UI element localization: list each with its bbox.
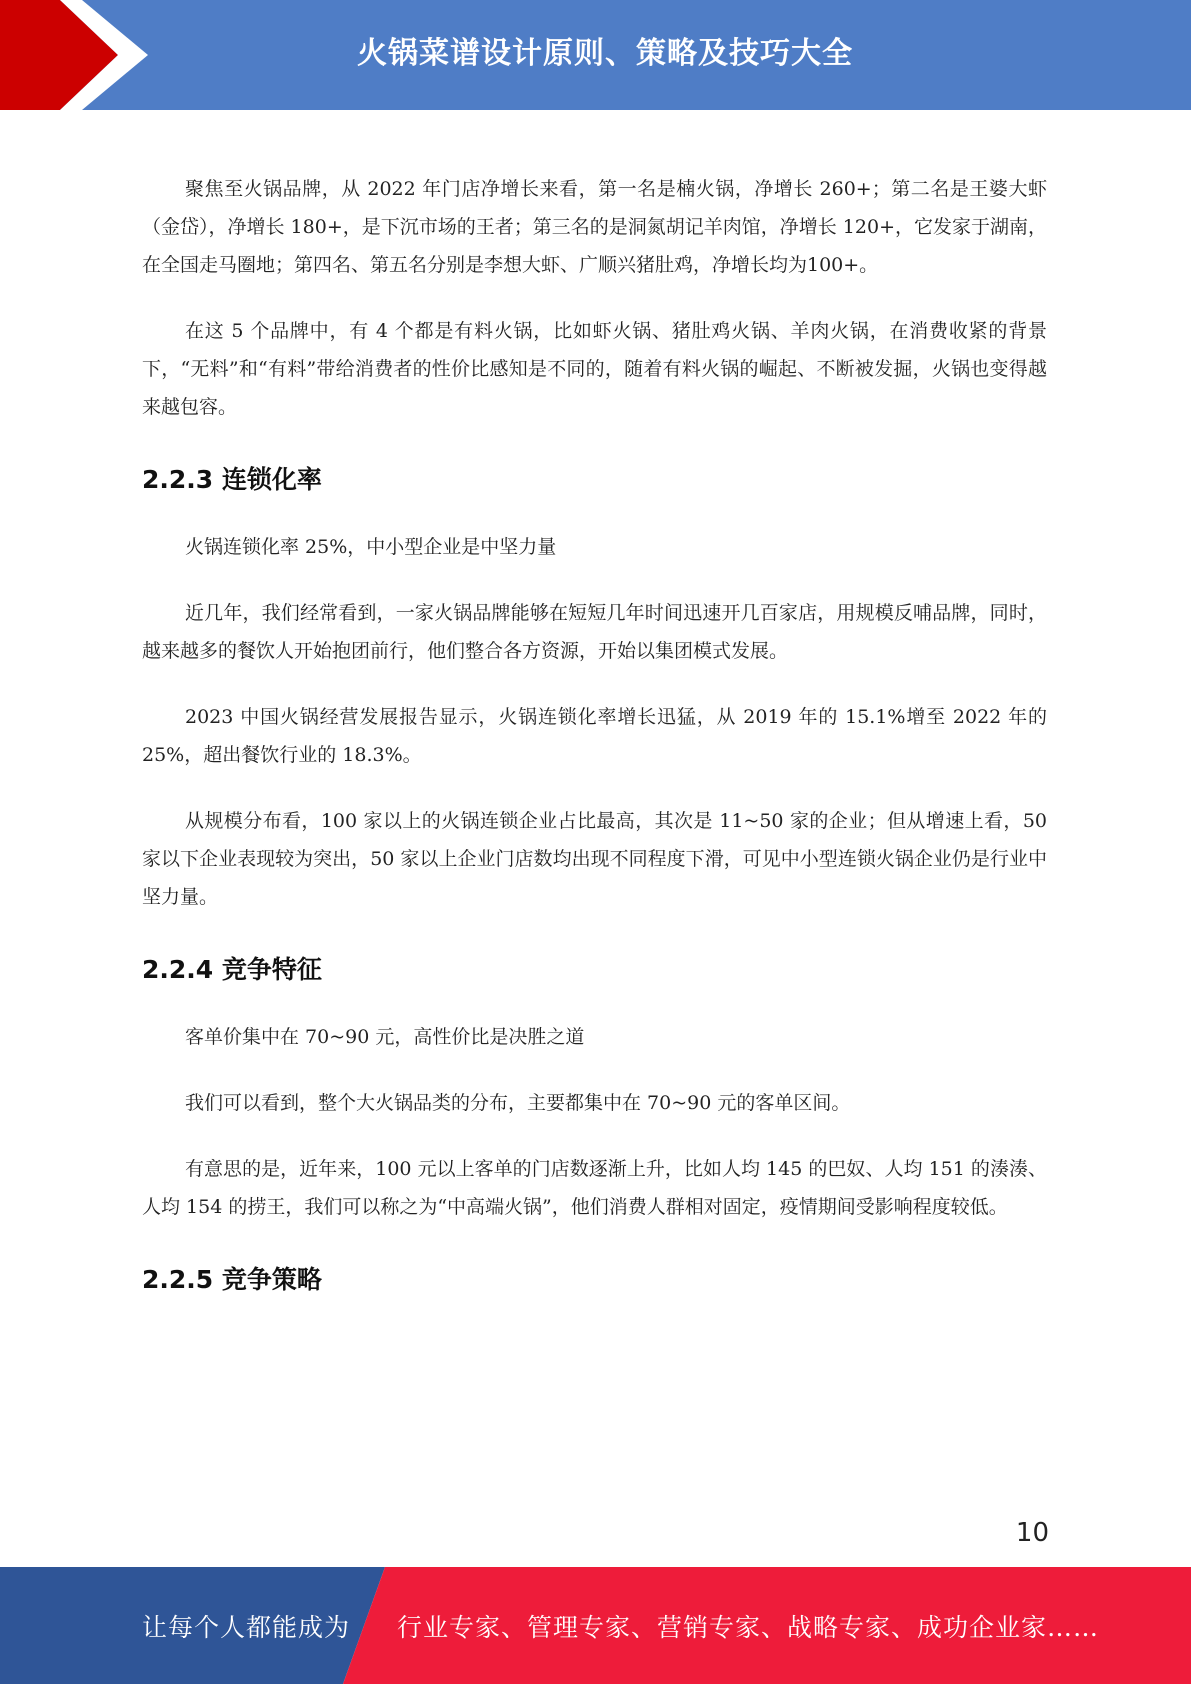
paragraph-price-range: 我们可以看到，整个大火锅品类的分布，主要都集中在 70~90 元的客单区间。 bbox=[185, 1092, 851, 1114]
paragraph-chain-expansion: 近几年，我们经常看到，一家火锅品牌能够在短短几年时间迅速开几百家店，用规模反哺品牌，同时，越来越多的餐饮人开始抱团前行，他们整合各方资源，开始以集团模式发展。 bbox=[142, 602, 1047, 662]
page-footer bbox=[0, 1567, 1191, 1684]
document-body bbox=[142, 170, 1047, 1328]
section-heading-chain-rate: 2.2.3 连锁化率 bbox=[142, 465, 322, 494]
paragraph-ingredient-hotpot: 在这 5 个品牌中，有 4 个都是有料火锅，比如虾火锅、猪肚鸡火锅、羊肉火锅，在消费收紧的背景下，“无料”和“有料”带给消费者的性价比感知是不同的，随着有料火锅的崛起、不断被发掘，火锅也变得越来越包容。 bbox=[142, 320, 1047, 418]
section-heading-competition-features: 2.2.4 竞争特征 bbox=[142, 955, 322, 984]
paragraph-chain-rate-summary: 火锅连锁化率 25%，中小型企业是中坚力量 bbox=[185, 536, 557, 558]
page-header bbox=[0, 0, 1191, 110]
page-number: 10 bbox=[1015, 1518, 1049, 1548]
paragraph-chain-report: 2023 中国火锅经营发展报告显示，火锅连锁化率增长迅猛，从 2019 年的 15.1%增至 2022 年的 25%，超出餐饮行业的 18.3%。 bbox=[142, 706, 1047, 766]
paragraph-high-end-hotpot: 有意思的是，近年来，100 元以上客单的门店数逐渐上升，比如人均 145 的巴奴、人均 151 的湊湊、人均 154 的捞王，我们可以称之为“中高端火锅”，他们消费人群相对固定，疫情期间受影响程度较低。 bbox=[142, 1158, 1047, 1218]
paragraph-brand-growth: 聚焦至火锅品牌，从 2022 年门店净增长来看，第一名是楠火锅，净增长 260+；第二名是王婆大虾（金岱），净增长 180+，是下沉市场的王者；第三名的是洞氮胡记羊肉馆，净增长 120+，它发家于湖南，在全国走马圈地；第四名、第五名分别是李想大虾、广顺兴猪肚鸡，净增长均为100+。 bbox=[142, 178, 1047, 276]
footer-slogan-left: 让每个人都能成为 bbox=[142, 1612, 351, 1642]
header-title: 火锅菜谱设计原则、策略及技巧大全 bbox=[357, 36, 853, 71]
footer-slogan-right: 行业专家、管理专家、营销专家、战略专家、成功企业家…… bbox=[397, 1612, 1100, 1642]
section-heading-competition-strategy: 2.2.5 竞争策略 bbox=[142, 1265, 322, 1294]
paragraph-scale-distribution: 从规模分布看，100 家以上的火锅连锁企业占比最高，其次是 11~50 家的企业；但从增速上看，50 家以下企业表现较为突出，50 家以上企业门店数均出现不同程度下滑，可见中小型连锁火锅企业仍是行业中坚力量。 bbox=[142, 810, 1047, 908]
paragraph-price-summary: 客单价集中在 70~90 元，高性价比是决胜之道 bbox=[185, 1026, 585, 1048]
